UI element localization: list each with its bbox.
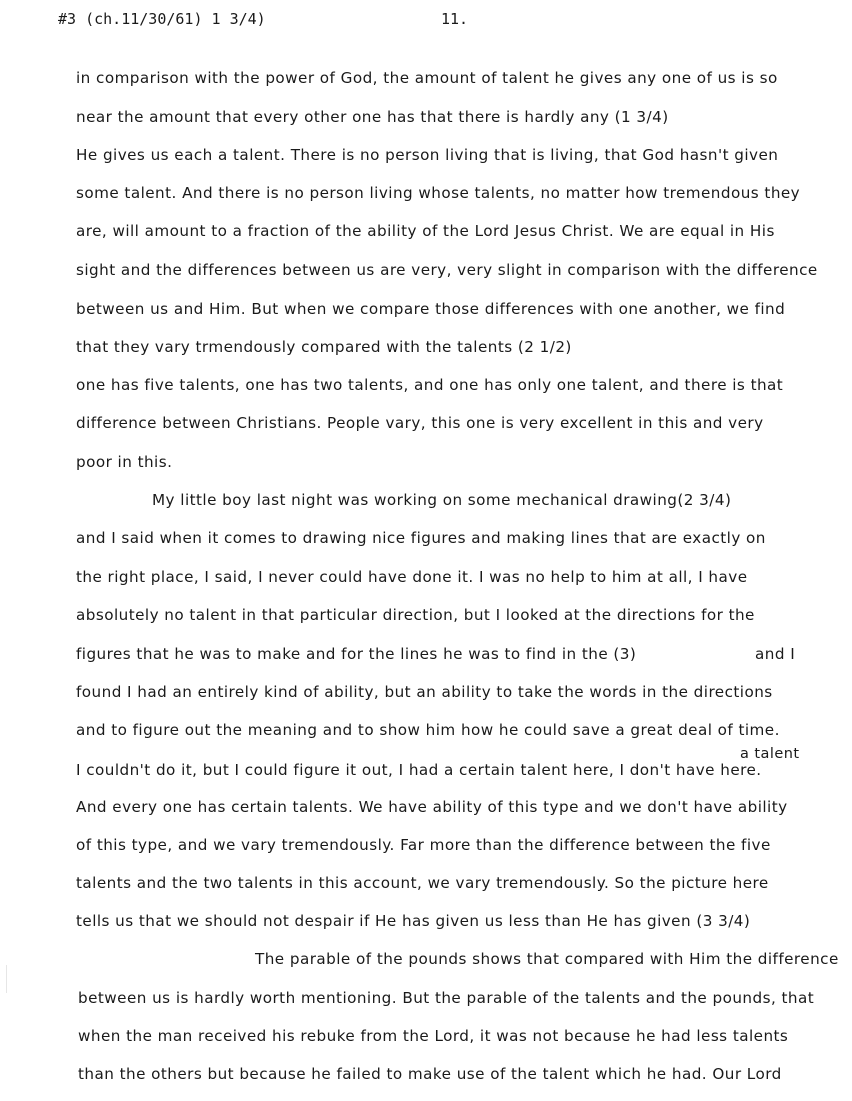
text-line: the right place, I said, I never could have done it. I was no help to him at all, I have: [76, 568, 748, 586]
text-line: and I said when it comes to drawing nice figures and making lines that are exactly on: [76, 529, 766, 547]
text-line: He gives us each a talent. There is no person living that is living, that God hasn't given: [76, 146, 779, 164]
text-line: tells us that we should not despair if He has given us less than He has given (3 3/4): [76, 912, 751, 930]
text-line-continuation: and I: [755, 645, 796, 663]
text-line: talents and the two talents in this account, we vary tremendously. So the picture here: [76, 874, 769, 892]
text-line: of this type, and we vary tremendously. Far more than the difference between the five: [76, 836, 771, 854]
text-line: I couldn't do it, but I could figure it out, I had a certain talent here, I don't have here.: [76, 761, 762, 779]
text-line: and to figure out the meaning and to show him how he could save a great deal of time.: [76, 721, 780, 739]
text-line: difference between Christians. People vary, this one is very excellent in this and very: [76, 414, 764, 432]
text-line: poor in this.: [76, 453, 173, 471]
text-line: one has five talents, one has two talents, and one has only one talent, and there is that: [76, 376, 784, 394]
page-reference: #3 (ch.11/30/61) 1 3/4): [58, 10, 266, 28]
text-line: near the amount that every other one has that there is hardly any (1 3/4): [76, 108, 669, 126]
text-line: absolutely no talent in that particular direction, but I looked at the directions for the: [76, 606, 755, 624]
text-line: that they vary trmendously compared with the talents (2 1/2): [76, 338, 572, 356]
paragraph-start-line: The parable of the pounds shows that compared with Him the difference: [255, 950, 839, 968]
text-line: between us and Him. But when we compare those differences with one another, we find: [76, 300, 786, 318]
text-line: some talent. And there is no person living whose talents, no matter how tremendous they: [76, 184, 801, 202]
text-line: when the man received his rebuke from the Lord, it was not because he had less talents: [78, 1027, 789, 1045]
handwritten-insertion: a talent: [740, 746, 800, 762]
text-line: sight and the differences between us are very, very slight in comparison with the difference: [76, 261, 818, 279]
text-line: figures that he was to make and for the lines he was to find in the (3): [76, 645, 637, 663]
text-line: than the others but because he failed to make use of the talent which he had. Our Lord: [78, 1065, 782, 1083]
text-line: And every one has certain talents. We have ability of this type and we don't have ability: [76, 798, 788, 816]
text-line: found I had an entirely kind of ability, but an ability to take the words in the directions: [76, 683, 773, 701]
margin-mark: [6, 965, 7, 993]
text-line: between us is hardly worth mentioning. But the parable of the talents and the pounds, that: [78, 989, 815, 1007]
text-line: in comparison with the power of God, the amount of talent he gives any one of us is so: [76, 69, 778, 87]
page-number: 11.: [441, 10, 469, 28]
text-line: are, will amount to a fraction of the ability of the Lord Jesus Christ. We are equal in His: [76, 222, 775, 240]
paragraph-start-line: My little boy last night was working on some mechanical drawing(2 3/4): [152, 491, 732, 509]
